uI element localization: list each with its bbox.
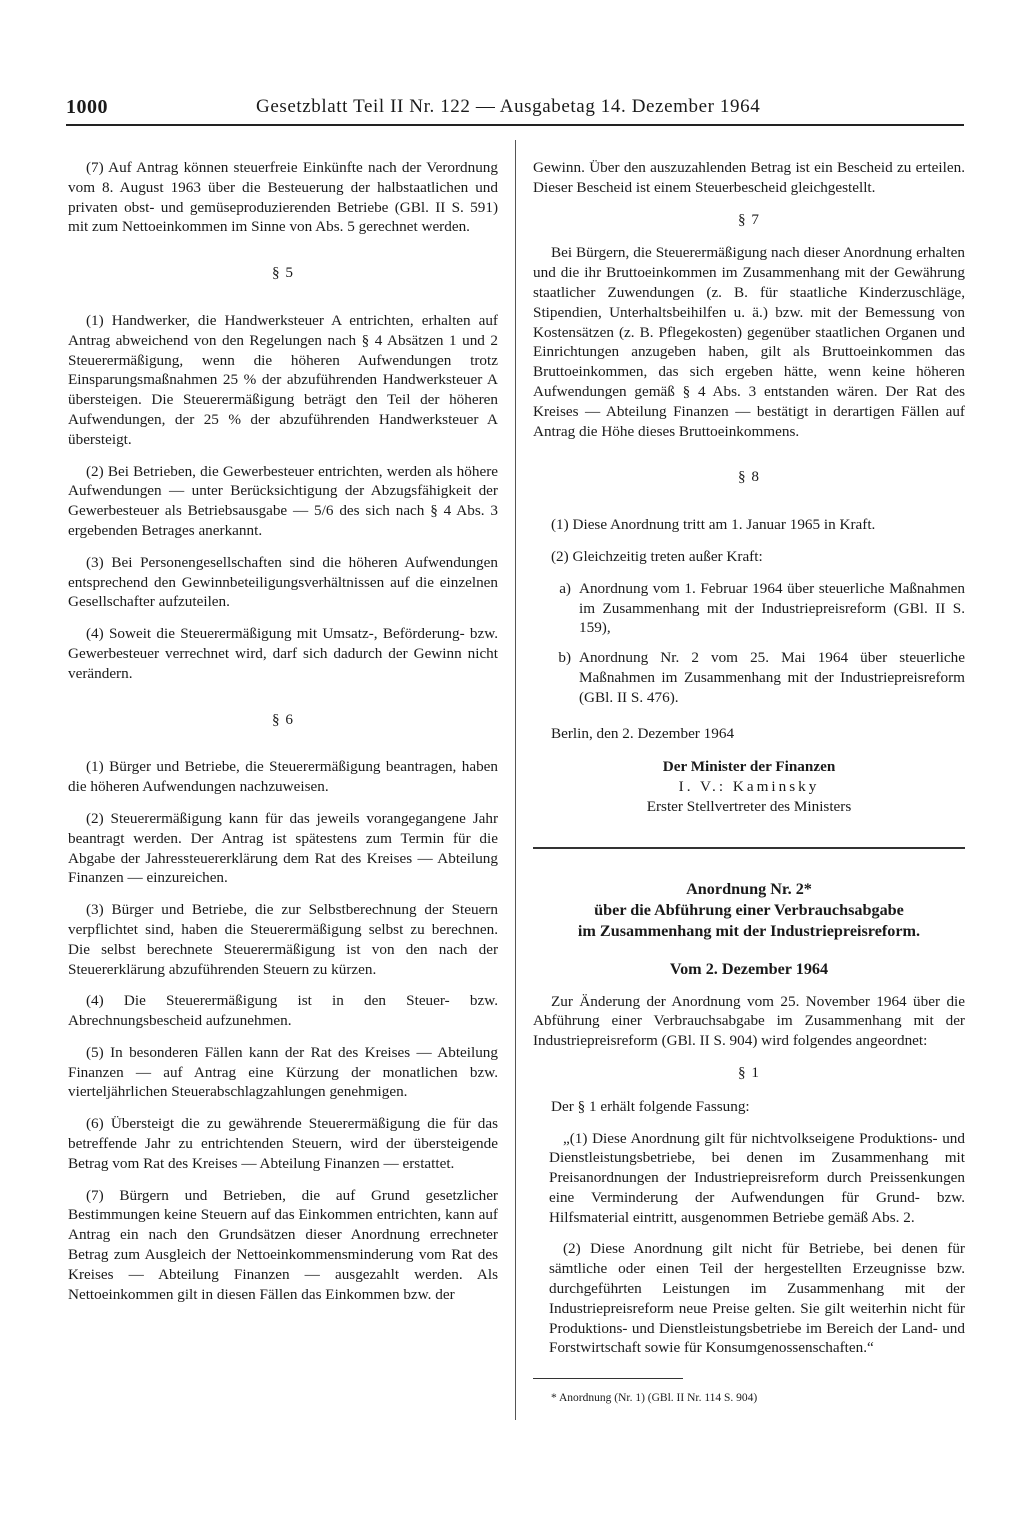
- paragraph: (4) Die Steuerermäßigung ist in den Steuer- bzw. Abrechnungsbescheid aufzunehmen.: [68, 992, 498, 1030]
- paragraph: (4) Soweit die Steuerermäßigung mit Umsatz-, Beförderung- bzw. Gewerbesteuer verrechnet wird, darf sich dadurch der Gewinn nicht verändern.: [68, 625, 498, 682]
- section-heading: § 7: [738, 210, 760, 228]
- section-heading: § 1: [738, 1063, 760, 1081]
- decree-title: Anordnung Nr. 2*: [686, 879, 812, 898]
- page-number: 1000: [66, 96, 108, 118]
- paragraph: (1) Bürger und Betriebe, die Steuerermäßigung beantragen, haben die höheren Aufwendungen nachzuweisen.: [68, 758, 498, 796]
- section-heading: § 6: [272, 710, 294, 728]
- list-text: Anordnung Nr. 2 vom 25. Mai 1964 über steuerliche Maßnahmen im Zusammenhang mit der Industriepreisreform (GBl. II S. 476).: [579, 649, 965, 706]
- list-label: a): [559, 579, 571, 597]
- decree-date: Vom 2. Dezember 1964: [669, 959, 829, 978]
- list-item: [533, 579, 965, 638]
- column-divider: [515, 140, 516, 1420]
- paragraph: (7) Bürgern und Betrieben, die auf Grund gesetzlicher Bestimmungen keine Steuern auf das Einkommen entrichten, kann auf Antrag ein nach den Grundsätzen dieser Anordnung errechneter Betrag zum Ausgleich der Nettoeinkommensminderung vom Rat des Kreises — Abteilung Finanzen — ausgezahlt werden. Als Nettoeinkommen gilt in diesen Fällen das Einkommen bzw. der: [68, 1186, 498, 1303]
- paragraph: (1) Diese Anordnung tritt am 1. Januar 1965 in Kraft.: [551, 516, 876, 534]
- paragraph: „(1) Diese Anordnung gilt für nichtvolkseigene Produktions- und Dienstleistungsbetriebe, bei denen im Zusammenhang mit Preisanordnungen der Industriepreisreform durch Preissenkungen eine Verminderung der Aufwendungen für Grund- bzw. Hilfsmaterial eintritt, ausgenommen Betriebe gemäß Abs. 2.: [549, 1129, 965, 1226]
- paragraph: Der § 1 erhält folgende Fassung:: [551, 1097, 750, 1115]
- decree-title: im Zusammenhang mit der Industriepreisreform.: [577, 921, 921, 940]
- section-heading: § 8: [738, 468, 760, 486]
- header-rule: [66, 124, 964, 126]
- list-label: b): [558, 649, 571, 667]
- paragraph: (3) Bei Personengesellschaften sind die höheren Aufwendungen entsprechend den Gewinnbeteiligungsverhältnissen auf die einzelnen Gesellschafter aufzuteilen.: [68, 553, 498, 611]
- footnote: * Anordnung (Nr. 1) (GBl. II Nr. 114 S. 904): [551, 1391, 758, 1404]
- paragraph: (5) In besonderen Fällen kann der Rat des Kreises — Abteilung Finanzen — auf Antrag eine Kürzung der monatlichen bzw. vierteljährlichen Steuerabschlagzahlungen genehmigen.: [68, 1043, 498, 1101]
- list-text: Anordnung vom 1. Februar 1964 über steuerliche Maßnahmen im Zusammenhang mit der Industriepreisreform (GBl. II S. 159),: [579, 579, 965, 637]
- paragraph: (3) Bürger und Betriebe, die zur Selbstberechnung der Steuern verpflichtet sind, haben die Steuerermäßigung selbst zu berechnen. Die selbst berechnete Steuerermäßigung ist von den nach der Steuererklärung abzuführenden Steuern zu kürzen.: [68, 901, 498, 978]
- paragraph: (7) Auf Antrag können steuerfreie Einkünfte nach der Verordnung vom 8. August 1963 über die Besteuerung der halbstaatlichen und privaten obst- und gemüseproduzierenden Betriebe (GBl. II S. 591) mit zum Nettoeinkommen im Sinne von Abs. 5 gerechnet werden.: [68, 159, 498, 236]
- right-column: [533, 158, 965, 1416]
- list-item: [533, 648, 965, 707]
- paragraph: Bei Bürgern, die Steuerermäßigung nach dieser Anordnung erhalten und die ihr Bruttoeinkommen im Zusammenhang mit der Gewährung staatlicher Zuwendungen (z. B. für staatliche Kinderzuschläge, Stipendien, Unterhaltsbeihilfen u. ä.) bzw. mit der Bemessung von Kostensätzen (z. B. Pflegekosten) gegenüber staatlichen Organen und Einrichtungen anzugeben haben, gilt als Bruttoeinkommen das Bruttoeinkommen, das sich ergeben hätte, wenn keine höheren Aufwendungen gemäß § 4 Abs. 3 entstanden wären. Der Rat des Kreises — Abteilung Finanzen — bestätigt in derartigen Fällen auf Antrag die Höhe dieses Bruttoeinkommens.: [533, 244, 965, 440]
- section-heading: § 5: [272, 264, 294, 282]
- signer-title: Erster Stellvertreter des Ministers: [646, 797, 852, 815]
- section-rule: [533, 847, 965, 849]
- paragraph: Gewinn. Über den auszuzahlenden Betrag ist ein Bescheid zu erteilen. Dieser Bescheid ist einem Steuerbescheid gleichgestellt.: [533, 159, 965, 196]
- paragraph: Zur Änderung der Anordnung vom 25. November 1964 über die Abführung einer Verbrauchsabgabe im Zusammenhang mit der Industriepreisreform (GBl. II S. 904) wird folgendes angeordnet:: [533, 992, 965, 1050]
- place-date: Berlin, den 2. Dezember 1964: [551, 724, 735, 742]
- paragraph: (2) Diese Anordnung gilt nicht für Betriebe, bei denen für sämtliche oder einen Teil der hergestellten Erzeugnisse bzw. durchgeführten Leistungen im Zusammenhang mit der Industriepreisreform neue Preise gelten. Sie gilt weiterhin nicht für Produktions- und Dienstleistungsbetriebe im Bereich der Land- und Forstwirtschaft sowie für Konsumgenossenschaften.“: [549, 1240, 965, 1357]
- minister-title: Der Minister der Finanzen: [662, 758, 836, 776]
- paragraph: (2) Bei Betrieben, die Gewerbesteuer entrichten, werden als höhere Aufwendungen — unter Berücksichtigung der Abzugsfähigkeit der Gewerbesteuer als Betriebsausgabe — 5/6 des sich nach § 4 Abs. 3 ergebenden Betrages anerkannt.: [68, 462, 498, 539]
- signer-name: I. V.: Kaminsky: [678, 778, 820, 796]
- decree-title: über die Abführung einer Verbrauchsabgabe: [594, 900, 904, 919]
- paragraph: (2) Steuerermäßigung kann für das jeweils vorangegangene Jahr beantragt werden. Der Antrag ist spätestens zum Termin für die Abgabe der Jahressteuererklärung dem Rat des Kreises — Abteilung Finanzen — einzureichen.: [68, 809, 498, 887]
- footnote-rule: [533, 1378, 683, 1379]
- paragraph: (1) Handwerker, die Handwerksteuer A entrichten, erhalten auf Antrag abweichend von den Regelungen nach § 4 Absätzen 1 und 2 Steuerermäßigung, wenn die höheren Aufwendungen trotz Einsparungsmaßnahmen 25 % der abzuführenden Handwerksteuer A übersteigen. Die Steuerermäßigung beträgt den Teil der höheren Aufwendungen, der 25 % der abzuführenden Handwerksteuer A übersteigt.: [68, 311, 498, 448]
- running-title: Gesetzblatt Teil II Nr. 122 — Ausgabetag 14. Dezember 1964: [256, 96, 761, 117]
- paragraph: (2) Gleichzeitig treten außer Kraft:: [551, 547, 763, 565]
- page-header: [66, 96, 964, 124]
- quoted-text: [533, 1129, 965, 1359]
- paragraph: (6) Übersteigt die zu gewährende Steuerermäßigung die für das betreffende Jahr zu entrichtenden Steuern, wird der übersteigende Betrag vom Rat des Kreises — Abteilung Finanzen — erstattet.: [68, 1115, 498, 1172]
- left-column: [68, 158, 498, 1316]
